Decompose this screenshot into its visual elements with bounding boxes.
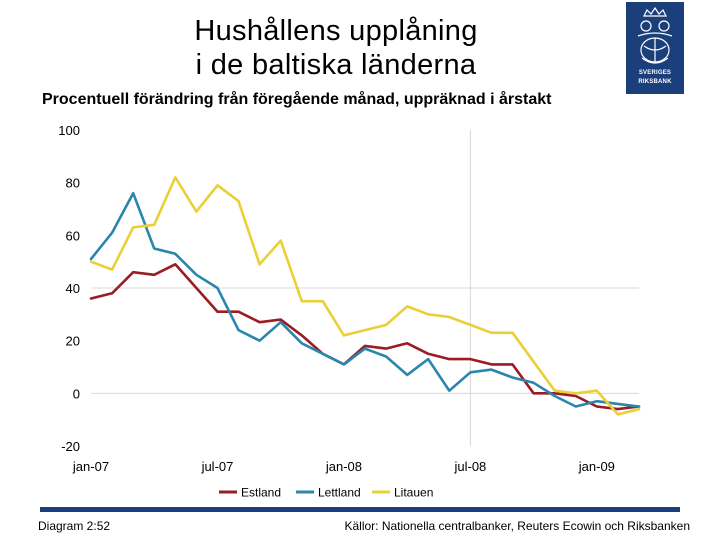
y-tick-label: 60 xyxy=(65,228,80,244)
y-tick-label: 20 xyxy=(65,333,80,349)
logo-text-line-1: SVERIGES xyxy=(638,70,672,76)
legend-label-litauen: Litauen xyxy=(394,485,434,500)
y-tick-label: 100 xyxy=(58,123,80,138)
legend-label-estland: Estland xyxy=(241,485,282,500)
title-line-1: Hushållens upplåning xyxy=(194,15,478,47)
y-tick-label: -20 xyxy=(61,439,80,454)
y-tick-label: 0 xyxy=(72,386,80,402)
logo-text-line-2: RIKSBANK xyxy=(638,79,672,85)
y-tick-label: 40 xyxy=(65,281,80,296)
series-line-litauen xyxy=(91,177,639,414)
x-tick-label: jul-08 xyxy=(454,459,487,474)
legend-label-lettland: Lettland xyxy=(318,485,361,500)
chart-subtitle: Procentuell förändring från föregående månad, uppräknad i årstakt xyxy=(42,91,552,108)
x-tick-label: jan-09 xyxy=(578,459,615,474)
y-tick-label: 80 xyxy=(65,175,80,191)
x-tick-label: jan-08 xyxy=(325,459,362,474)
series-line-lettland xyxy=(91,193,639,406)
title-line-2: i de baltiska länderna xyxy=(195,49,477,81)
series-line-estland xyxy=(91,264,639,409)
source-note: Källor: Nationella centralbanker, Reuters Ecowin och Riksbanken xyxy=(344,519,690,533)
diagram-number: Diagram 2:52 xyxy=(38,519,111,533)
footer-divider xyxy=(40,507,680,512)
x-tick-label: jan-07 xyxy=(72,459,110,474)
x-tick-label: jul-07 xyxy=(201,459,234,474)
